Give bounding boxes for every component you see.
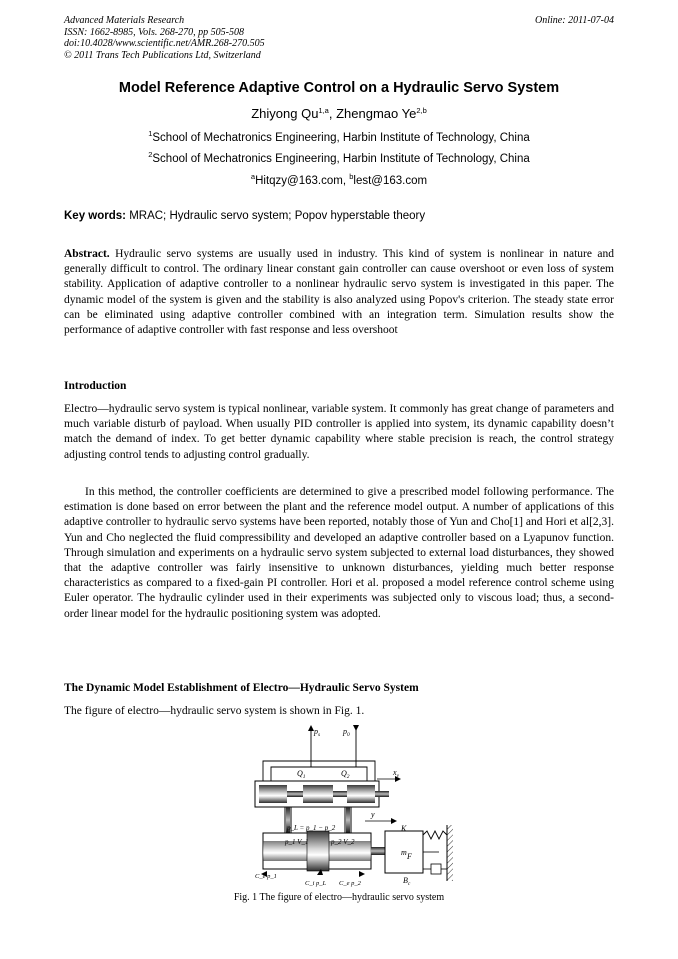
valve-spool-land-2 bbox=[303, 785, 333, 803]
introduction-heading: Introduction bbox=[64, 380, 127, 392]
author-1: Zhiyong Qu bbox=[251, 106, 319, 121]
label-q2: $Q_2$ bbox=[341, 769, 350, 780]
piston-rod bbox=[371, 847, 385, 855]
affiliation-1-text: School of Mechatronics Engineering, Harbin Institute of Technology, China bbox=[152, 132, 530, 144]
figure-1-diagram bbox=[225, 723, 455, 888]
email-b: lest@163.com bbox=[353, 175, 428, 187]
figure-1-caption: Fig. 1 The figure of electro—hydraulic servo system bbox=[233, 892, 445, 903]
introduction-paragraph-1: Electro—hydraulic servo system is typical nonlinear, variable system. It commonly has great change of parameters and much variable disturb of payload. When usually PID controller is applied into system, its dynamic capability doesn’t match the demand of index. To get better dynamic capability where stable precision is reach, the control strategy adjusting control tends to adjusting control gradually. bbox=[64, 403, 614, 461]
label-ce-p1: C_e p_1 bbox=[255, 873, 277, 880]
y-arrow-icon bbox=[391, 818, 397, 824]
leak-arrow-right-icon bbox=[359, 871, 365, 877]
author-2: Zhengmao Ye bbox=[336, 106, 417, 121]
keywords bbox=[64, 210, 425, 222]
affiliation-1-sup: 1 bbox=[148, 129, 153, 138]
abstract-label: Abstract. bbox=[64, 248, 110, 260]
email-a-sup: a bbox=[250, 172, 256, 181]
label-y: y bbox=[371, 810, 375, 819]
actuator-piston bbox=[307, 831, 329, 871]
author-separator: , bbox=[328, 106, 337, 121]
label-ce-p2: C_e p_2 bbox=[339, 880, 361, 887]
section-heading-dynamic-model: The Dynamic Model Establishment of Electro—Hydraulic Servo System bbox=[64, 682, 419, 694]
copyright-line: © 2011 Trans Tech Publications Ltd, Switzerland bbox=[64, 49, 261, 61]
label-k: K bbox=[401, 824, 407, 833]
journal-header bbox=[64, 15, 265, 61]
valve-spool-rod-1 bbox=[287, 791, 303, 797]
abstract bbox=[64, 247, 614, 338]
journal-name: Advanced Materials Research bbox=[64, 15, 185, 26]
valve-spool-land-1 bbox=[259, 785, 287, 803]
author-1-sup: 1,a bbox=[318, 106, 329, 115]
paper-title: Model Reference Adaptive Control on a Hydraulic Servo System bbox=[118, 80, 560, 96]
author-line bbox=[0, 106, 678, 121]
label-ci-pl: C_i p_L bbox=[305, 880, 327, 887]
email-b-sup: b bbox=[349, 172, 354, 181]
affiliation-2-text: School of Mechatronics Engineering, Harbin Institute of Technology, China bbox=[152, 153, 530, 165]
email-line bbox=[0, 172, 678, 187]
introduction-paragraph-2: In this method, the controller coefficients are determined to give a prescribed model following performance. The estimation is done based on error between the plant and the reference model output. A number of applications of this adaptive controller to hydraulic servo systems have been reported, notably those of Yun and Cho[1] and Hori et al[2,3]. Yun and Cho neglected the fluid compressibility and developed an adaptive controller based on a Lyapunov function. Through simulation and experiments on a hydraulic servo system subjected to external load disturbances, they showed that the adaptive controller was fairly insensitive to unknown disturbances, yielding much better response characteristics as compared to a fixed-gain PI controller. Hori et al. proposed a model reference control scheme using Euler operator. The hydraulic cylinder used in their experiments was subjected only to viscous load; thus, a second-order linear model for the hydraulic positioning system was adopted. bbox=[64, 486, 614, 620]
doi-line: doi:10.4028/www.scientific.net/AMR.268-270.505 bbox=[64, 38, 265, 49]
affiliation-2-sup: 2 bbox=[148, 150, 153, 159]
label-p0: $p_0$ bbox=[343, 727, 350, 738]
valve-spool-rod-end bbox=[375, 791, 389, 797]
keywords-text: MRAC; Hydraulic servo system; Popov hyperstable theory bbox=[126, 210, 426, 222]
valve-spool-rod-2 bbox=[333, 791, 347, 797]
spring-k-icon bbox=[423, 831, 447, 839]
label-m: m bbox=[401, 848, 407, 857]
author-2-sup: 2,b bbox=[416, 106, 427, 115]
label-ps: $p_s$ bbox=[314, 727, 321, 738]
label-p1-v1: p_1 V_1 bbox=[285, 838, 309, 846]
port-b-channel bbox=[346, 807, 350, 833]
online-date: Online: 2011-07-04 bbox=[535, 15, 614, 26]
label-q1: $Q_1$ bbox=[297, 769, 306, 780]
label-bc: $B_c$ bbox=[403, 876, 411, 887]
label-xv: $x_v$ bbox=[393, 768, 400, 779]
label-f: F bbox=[407, 852, 412, 861]
label-pl-equation: p_L = p_1 − p_2 bbox=[287, 824, 336, 832]
affiliation-2 bbox=[0, 150, 678, 165]
ground-hatch bbox=[447, 825, 453, 881]
section-paragraph-figure-ref: The figure of electro—hydraulic servo system is shown in Fig. 1. bbox=[64, 705, 365, 717]
label-p2-v2: p_2 V_2 bbox=[331, 838, 355, 846]
abstract-text: Hydraulic servo systems are usually used in industry. This kind of system is nonlinear in nature and generally difficult to control. The ordinary linear constant gain controller can cause overshoot or even loss of system stability. Application of adaptive controller to a nonlinear hydraulic servo system is investigated in this paper. The dynamic model of the system is given and the stability is also analyzed using Popov's criterion. The steady state error can be eliminated using adaptive controller combined with an integration term. Simulation results show the performance of adaptive controller with fast response and less overshoot bbox=[64, 248, 614, 337]
damper-bc-icon bbox=[431, 864, 441, 874]
valve-spool-land-3 bbox=[347, 785, 375, 803]
keywords-label: Key words: bbox=[64, 210, 126, 222]
email-a: Hitqzy@163.com, bbox=[255, 175, 350, 187]
issn-line: ISSN: 1662-8985, Vols. 268-270, pp 505-508 bbox=[64, 26, 244, 38]
return-arrow-icon bbox=[353, 725, 359, 731]
affiliation-1 bbox=[0, 129, 678, 144]
